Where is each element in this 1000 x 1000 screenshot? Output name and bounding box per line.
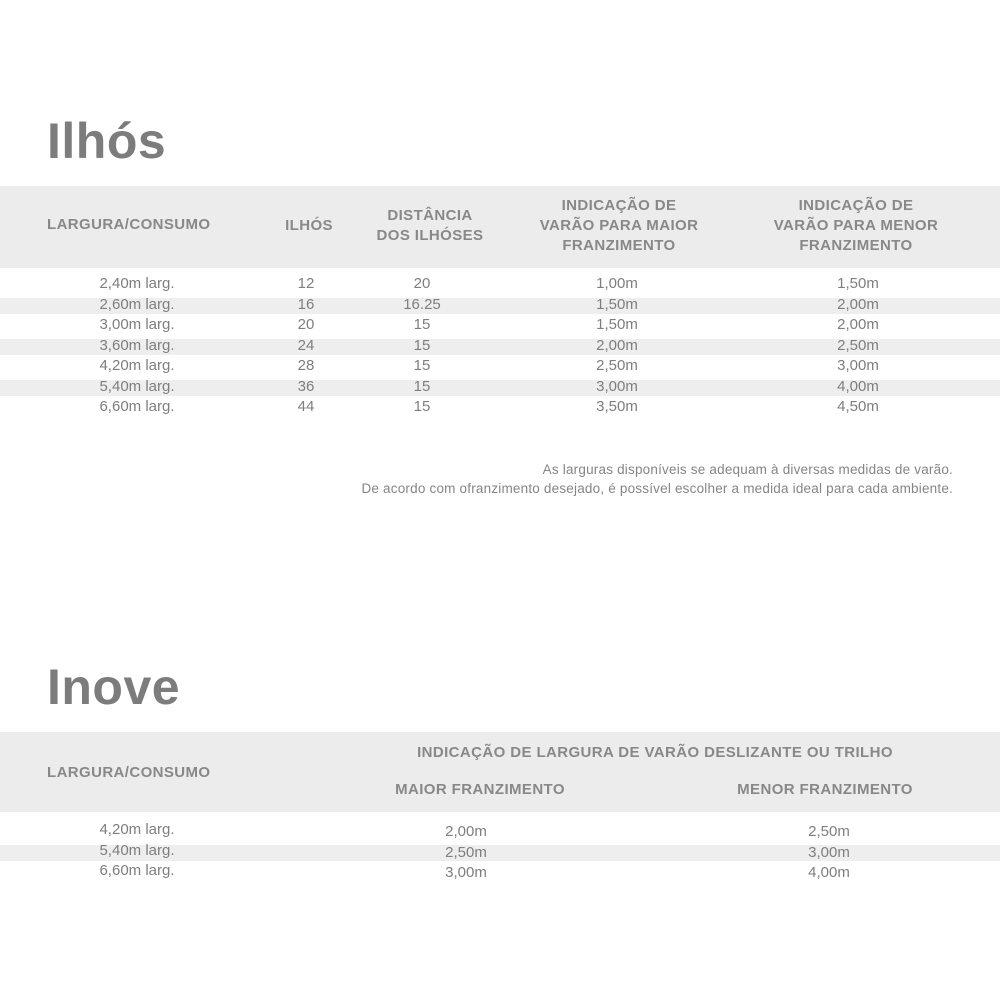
ilhos-cell-maior: 2,50m [596, 357, 638, 374]
inove-cell-largura: 5,40m larg. [99, 841, 175, 859]
ilhos-note-line-2: De acordo com ofranzimento desejado, é possível escolher a medida ideal para cada ambiente. [361, 481, 953, 496]
ilhos-cell-ilhos: 24 [297, 336, 315, 354]
inove-cell-maior: 2,50m [445, 843, 487, 861]
ilhos-cell-distancia: 16.25 [403, 295, 441, 313]
ilhos-cell-menor: 2,00m [837, 316, 879, 333]
ilhos-cell-menor: 1,50m [837, 275, 879, 292]
ilhos-cell-ilhos: 12 [297, 275, 315, 292]
ilhos-header-largura: LARGURA/CONSUMO [47, 216, 211, 233]
ilhos-cell-distancia: 15 [413, 377, 431, 395]
ilhos-cell-distancia: 20 [413, 275, 431, 292]
inove-cell-menor: 2,50m [808, 823, 850, 840]
ilhos-cell-menor: 4,50m [837, 398, 879, 415]
ilhos-cell-menor: 2,50m [837, 336, 879, 354]
ilhos-cell-menor: 4,00m [837, 377, 879, 395]
ilhos-header-distancia: DISTÂNCIA DOS ILHÓSES [376, 207, 484, 244]
ilhos-cell-largura: 5,40m larg. [99, 377, 175, 395]
inove-cell-maior: 3,00m [445, 864, 487, 881]
ilhos-cell-largura: 3,00m larg. [99, 316, 175, 333]
ilhos-note-line-1: As larguras disponíveis se adequam à diversas medidas de varão. [542, 462, 953, 477]
ilhos-cell-largura: 4,20m larg. [99, 357, 175, 374]
ilhos-header-maior: INDICAÇÃO DE VARÃO PARA MAIOR FRANZIMENTO [539, 197, 699, 254]
ilhos-cell-ilhos: 44 [297, 398, 315, 415]
inove-header-group: INDICAÇÃO DE LARGURA DE VARÃO DESLIZANTE OU TRILHO [417, 744, 893, 761]
ilhos-cell-menor: 2,00m [837, 295, 879, 313]
ilhos-cell-distancia: 15 [413, 357, 431, 374]
inove-header-largura: LARGURA/CONSUMO [47, 764, 211, 781]
ilhos-header-ilhos: ILHÓS [285, 217, 333, 234]
inove-header-menor: MENOR FRANZIMENTO [737, 781, 913, 798]
ilhos-cell-maior: 3,00m [596, 377, 638, 395]
ilhos-cell-ilhos: 28 [297, 357, 315, 374]
ilhos-cell-maior: 1,50m [596, 316, 638, 333]
inove-cell-menor: 4,00m [808, 864, 850, 881]
ilhos-cell-largura: 6,60m larg. [99, 398, 175, 415]
ilhos-cell-maior: 1,50m [596, 295, 638, 313]
ilhos-cell-maior: 3,50m [596, 398, 638, 415]
inove-cell-largura: 6,60m larg. [99, 862, 175, 879]
inove-title: Inove [47, 659, 181, 715]
ilhos-cell-distancia: 15 [413, 336, 431, 354]
ilhos-cell-ilhos: 20 [297, 316, 315, 333]
ilhos-cell-largura: 2,60m larg. [99, 295, 175, 313]
ilhos-cell-maior: 1,00m [596, 275, 638, 292]
ilhos-note [361, 460, 953, 498]
ilhos-cell-distancia: 15 [413, 398, 431, 415]
inove-cell-maior: 2,00m [445, 823, 487, 840]
inove-cell-menor: 3,00m [808, 843, 850, 861]
ilhos-cell-ilhos: 16 [297, 295, 315, 313]
ilhos-cell-distancia: 15 [413, 316, 431, 333]
ilhos-cell-maior: 2,00m [596, 336, 638, 354]
ilhos-cell-menor: 3,00m [837, 357, 879, 374]
inove-cell-largura: 4,20m larg. [99, 821, 175, 838]
inove-header-maior: MAIOR FRANZIMENTO [395, 781, 565, 798]
ilhos-cell-ilhos: 36 [297, 377, 315, 395]
ilhos-header-menor: INDICAÇÃO DE VARÃO PARA MENOR FRANZIMENTO [773, 197, 939, 254]
ilhos-cell-largura: 3,60m larg. [99, 336, 175, 354]
ilhos-cell-largura: 2,40m larg. [99, 275, 175, 292]
ilhos-title: Ilhós [47, 113, 167, 169]
